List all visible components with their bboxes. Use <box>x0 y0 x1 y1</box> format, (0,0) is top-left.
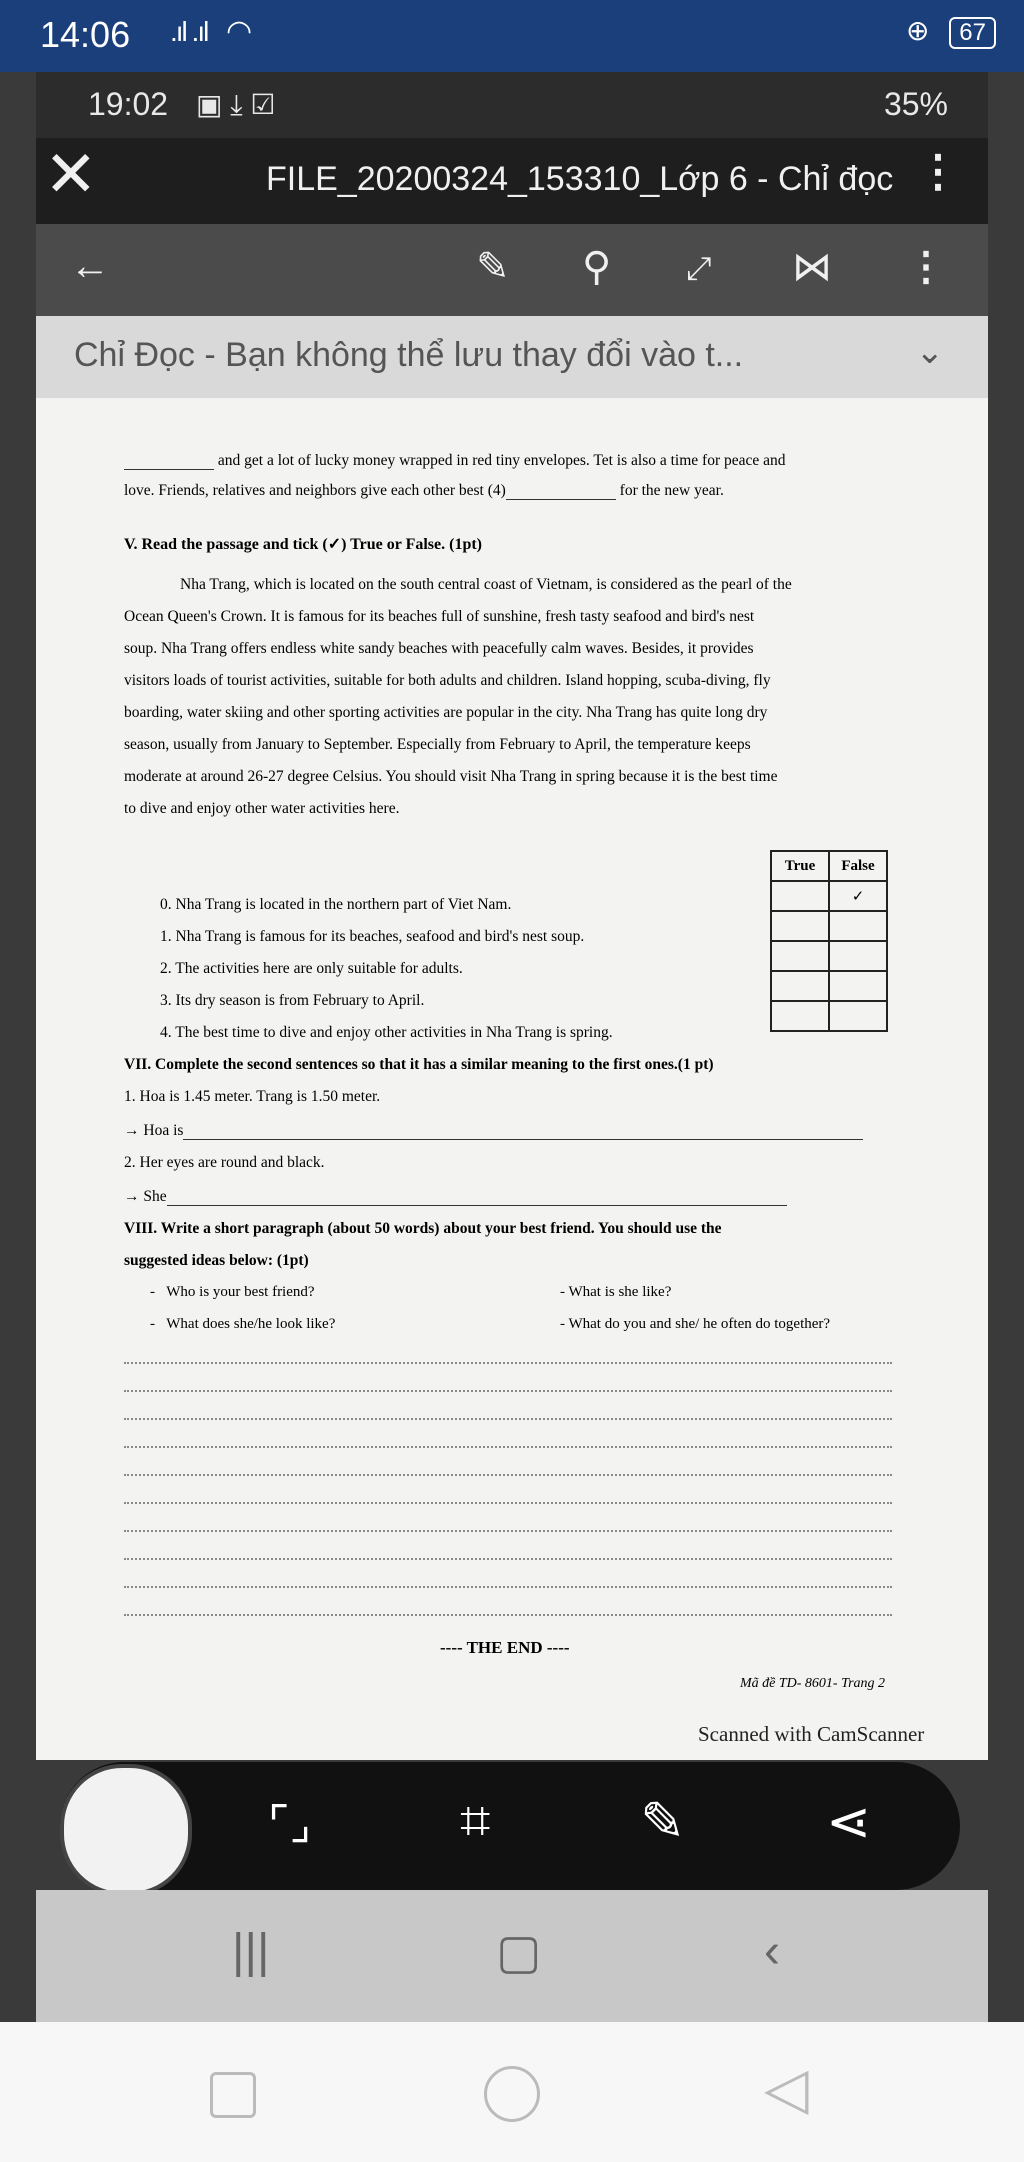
scanned-watermark: Scanned with CamScanner <box>698 1722 925 1746</box>
writing-line <box>124 1362 892 1364</box>
notification-icons: ▣ ⤓ ☑ <box>196 89 276 120</box>
pencil-icon[interactable]: ✎ <box>640 1792 686 1852</box>
section-5-title: V. Read the passage and tick (✓) True or False. (1pt) <box>124 536 482 553</box>
section-8-title: VIII. Write a short paragraph (about 50 words) about your best friend. You should use the <box>124 1220 722 1237</box>
s7-question-1: 1. Hoa is 1.45 meter. Trang is 1.50 meter. <box>124 1088 381 1105</box>
crop-icon[interactable]: ⌗ <box>460 1791 491 1851</box>
s7-question-2: 2. Her eyes are round and black. <box>124 1154 325 1171</box>
section-8-title-cont: suggested ideas below: (1pt) <box>124 1252 309 1269</box>
inner-status-bar <box>36 72 988 138</box>
true-header: True <box>771 851 829 881</box>
doc-line: love. Friends, relatives and neighbors give each other best (4) for the new year. <box>124 482 724 499</box>
table-cell <box>771 881 829 911</box>
writing-line <box>124 1446 892 1448</box>
exam-code: Mã đề TD- 8601- Trang 2 <box>740 1676 886 1691</box>
table-cell <box>829 941 887 971</box>
more-options-icon[interactable]: ⋮ <box>916 147 960 196</box>
passage-line: visitors loads of tourist activities, suitable for both adults and children. Island hopping, scuba-diving, fly <box>124 672 771 689</box>
outer-clock: 14:06 <box>40 14 131 55</box>
table-row <box>771 851 887 881</box>
readonly-banner[interactable] <box>36 316 988 398</box>
back-arrow-icon[interactable]: ← <box>70 244 110 288</box>
outer-status-right <box>906 14 996 49</box>
toolbar-more-icon[interactable]: ⋮ <box>906 245 946 289</box>
chevron-down-icon[interactable]: ⌄ <box>915 333 944 371</box>
writing-line <box>124 1614 892 1616</box>
back-icon[interactable]: ‹ <box>764 1925 780 1978</box>
table-cell <box>829 1001 887 1031</box>
close-icon[interactable]: ✕ <box>44 138 98 210</box>
scan-icon[interactable]: ⌜⌟ <box>268 1797 312 1849</box>
idea: - Who is your best friend? <box>150 1284 315 1300</box>
section-7-title: VII. Complete the second sentences so that it has a similar meaning to the first ones.(1 pt) <box>124 1056 714 1073</box>
document-toolbar <box>36 224 988 316</box>
writing-line <box>124 1586 892 1588</box>
table-cell <box>829 911 887 941</box>
passage-line: boarding, water skiing and other sporting activities are popular in the city. Nha Trang has quite long dry <box>124 704 768 721</box>
passage-line: season, usually from January to September. Especially from February to April, the temperature keeps <box>124 736 751 753</box>
battery-indicator: 67 <box>949 17 996 49</box>
inner-clock: 19:02 <box>88 86 169 122</box>
outer-back-icon[interactable]: ◁ <box>764 2056 809 2121</box>
true-false-table <box>770 850 888 1032</box>
inner-battery: 35% <box>883 86 948 122</box>
readonly-message: Chỉ Đọc - Bạn không thể lưu thay đổi vào t... <box>74 336 744 374</box>
writing-line <box>124 1390 892 1392</box>
doc-line: and get a lot of lucky money wrapped in red tiny envelopes. Tet is also a time for peace and <box>124 452 786 470</box>
outer-home-icon[interactable] <box>484 2066 540 2122</box>
table-row <box>771 971 887 1001</box>
scanner-action-bar <box>60 1762 960 1890</box>
statement: 2. The activities here are only suitable for adults. <box>160 960 463 977</box>
passage-line: soup. Nha Trang offers endless white sandy beaches with peacefully calm waves. Besides, it provides <box>124 640 754 657</box>
search-icon[interactable]: ⚲ <box>582 245 612 289</box>
idea: - What is she like? <box>560 1284 672 1300</box>
outer-status-bar <box>0 0 1024 72</box>
false-header: False <box>829 851 887 881</box>
fullscreen-icon[interactable]: ⤢ <box>686 250 712 286</box>
statement: 0. Nha Trang is located in the northern part of Viet Nam. <box>160 896 512 913</box>
share-icon[interactable]: ⋈ <box>792 245 832 289</box>
writing-line <box>124 1502 892 1504</box>
table-cell <box>829 971 887 1001</box>
outer-nav-bar <box>0 2022 1024 2162</box>
idea: - What does she/he look like? <box>150 1316 336 1332</box>
inner-nav-bar <box>36 1890 988 2022</box>
table-row <box>771 1001 887 1031</box>
table-cell <box>771 911 829 941</box>
table-cell <box>771 971 829 1001</box>
recents-icon[interactable]: ||| <box>232 1925 270 1978</box>
home-icon[interactable]: ▢ <box>496 1926 542 1979</box>
passage-line: Ocean Queen's Crown. It is famous for its beaches full of sunshine, fresh tasty seafood and bird's nest <box>124 608 755 625</box>
end-marker: ---- THE END ---- <box>440 1638 570 1657</box>
share-icon-bottom[interactable]: ⋖ <box>826 1792 872 1852</box>
file-title: FILE_20200324_153310_Lớp 6 - Chỉ đọc <box>266 160 894 198</box>
writing-line <box>124 1558 892 1560</box>
wifi-icon: ◠ <box>226 15 253 48</box>
s7-answer-2: → She <box>124 1188 787 1206</box>
passage-line: to dive and enjoy other water activities here. <box>124 800 400 817</box>
statement: 1. Nha Trang is famous for its beaches, seafood and bird's nest soup. <box>160 928 585 945</box>
table-cell <box>771 941 829 971</box>
vpn-icon: ⊕ <box>906 15 930 46</box>
table-row <box>771 881 887 911</box>
passage-line: moderate at around 26-27 degree Celsius. You should visit Nha Trang in spring because it is the best time <box>124 768 778 785</box>
table-cell <box>771 1001 829 1031</box>
app-title-bar <box>36 138 988 224</box>
signal-icon: .ıl .ıl <box>170 16 208 47</box>
s7-answer-1: → Hoa is <box>124 1122 863 1140</box>
writing-line <box>124 1530 892 1532</box>
edit-icon[interactable]: ✎ <box>476 245 510 289</box>
idea: - What do you and she/ he often do together? <box>560 1316 831 1332</box>
writing-line <box>124 1418 892 1420</box>
page-thumbnail[interactable] <box>60 1764 192 1896</box>
writing-line <box>124 1474 892 1476</box>
table-cell: ✓ <box>829 881 887 911</box>
outer-recents-icon[interactable] <box>210 2072 256 2118</box>
scanned-page <box>36 398 988 1760</box>
statement: 4. The best time to dive and enjoy other activities in Nha Trang is spring. <box>160 1024 613 1041</box>
passage-line: Nha Trang, which is located on the south central coast of Vietnam, is considered as the pearl of the <box>180 576 792 593</box>
table-row <box>771 941 887 971</box>
statement: 3. Its dry season is from February to April. <box>160 992 425 1009</box>
table-row <box>771 911 887 941</box>
